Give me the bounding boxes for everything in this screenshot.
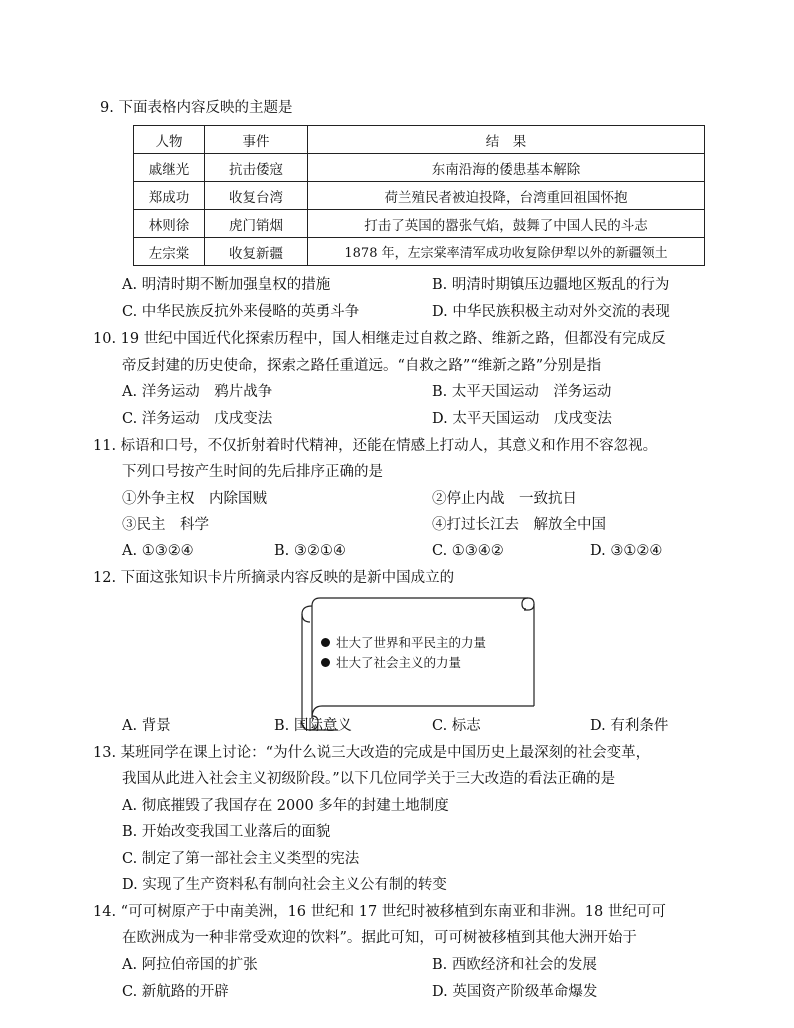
- table-cell: 荷兰殖民者被迫投降，台湾重回祖国怀抱: [308, 182, 705, 210]
- q12-option-c[interactable]: C. 标志: [432, 718, 481, 734]
- bullet-icon: [321, 658, 330, 667]
- q9-option-b[interactable]: B. 明清时期镇压边疆地区叛乱的行为: [432, 277, 670, 293]
- table-header-person: 人物: [134, 126, 205, 154]
- table-cell: 1878 年，左宗棠率清军成功收复除伊犁以外的新疆领土: [308, 238, 705, 266]
- q11-option-d[interactable]: D. ③①②④: [590, 543, 663, 559]
- table-cell: 打击了英国的嚣张气焰，鼓舞了中国人民的斗志: [308, 210, 705, 238]
- q12-option-a[interactable]: A. 背景: [122, 718, 171, 734]
- table-row: [134, 154, 705, 182]
- table-cell: 林则徐: [134, 210, 205, 238]
- table-cell: 抗击倭寇: [205, 154, 308, 182]
- q13-stem-line2: 我国从此进入社会主义初级阶段。”以下几位同学关于三大改造的看法正确的是: [122, 771, 616, 787]
- q14-stem-line1: 14. “可可树原产于中南美洲，16 世纪和 17 世纪时被移植到东南亚和非洲。18 世纪可可: [93, 904, 666, 920]
- q9-stem: 9. 下面表格内容反映的主题是: [100, 100, 293, 116]
- q10-option-d[interactable]: D. 太平天国运动 戊戌变法: [432, 411, 612, 427]
- q9-option-a[interactable]: A. 明清时期不断加强皇权的措施: [122, 277, 331, 293]
- q14-option-b[interactable]: B. 西欧经济和社会的发展: [432, 957, 597, 973]
- knowledge-card: [298, 594, 538, 734]
- card-line-1: [321, 634, 486, 652]
- q9-table: [133, 125, 705, 266]
- q11-item-1: ①外争主权 内除国贼: [122, 491, 267, 507]
- table-header-result: 结 果: [308, 126, 705, 154]
- card-line-2: [321, 654, 461, 672]
- table-row: [134, 182, 705, 210]
- q13-option-b[interactable]: B. 开始改变我国工业落后的面貌: [122, 824, 331, 840]
- table-cell: 收复台湾: [205, 182, 308, 210]
- q13-stem-line1: 13. 某班同学在课上讨论：“为什么说三大改造的完成是中国历史上最深刻的社会变革，: [93, 745, 651, 761]
- q11-option-a[interactable]: A. ①③②④: [122, 543, 194, 559]
- q9-option-c[interactable]: C. 中华民族反抗外来侵略的英勇斗争: [122, 304, 360, 320]
- q13-option-d[interactable]: D. 实现了生产资料私有制向社会主义公有制的转变: [122, 877, 447, 893]
- q11-item-3: ③民主 科学: [122, 517, 209, 533]
- q10-option-c[interactable]: C. 洋务运动 戊戌变法: [122, 411, 273, 427]
- q13-option-a[interactable]: A. 彻底摧毁了我国存在 2000 多年的封建土地制度: [122, 798, 449, 814]
- table-cell: 戚继光: [134, 154, 205, 182]
- bullet-icon: [321, 638, 330, 647]
- table-row: [134, 210, 705, 238]
- q12-stem: 12. 下面这张知识卡片所摘录内容反映的是新中国成立的: [93, 570, 455, 586]
- q10-option-a[interactable]: A. 洋务运动 鸦片战争: [122, 384, 273, 400]
- q11-item-2: ②停止内战 一致抗日: [432, 491, 577, 507]
- table-cell: 东南沿海的倭患基本解除: [308, 154, 705, 182]
- q14-stem-line2: 在欧洲成为一种非常受欢迎的饮料”。据此可知，可可树被移植到其他大洲开始于: [122, 930, 637, 946]
- q11-stem-line2: 下列口号按产生时间的先后排序正确的是: [122, 464, 383, 480]
- q10-stem-line2: 帝反封建的历史使命，探索之路任重道远。“自救之路”“维新之路”分别是指: [122, 358, 602, 374]
- table-cell: 郑成功: [134, 182, 205, 210]
- q11-item-4: ④打过长江去 解放全中国: [432, 517, 606, 533]
- q11-option-b[interactable]: B. ③②①④: [274, 543, 346, 559]
- q10-stem-line1: 10. 19 世纪中国近代化探索历程中，国人相继走过自救之路、维新之路，但都没有完成反: [93, 331, 666, 347]
- q9-option-d[interactable]: D. 中华民族积极主动对外交流的表现: [432, 304, 670, 320]
- table-header-row: [134, 126, 705, 154]
- q14-option-a[interactable]: A. 阿拉伯帝国的扩张: [122, 957, 258, 973]
- card-line-1-text: 壮大了世界和平民主的力量: [336, 635, 487, 650]
- q13-option-c[interactable]: C. 制定了第一部社会主义类型的宪法: [122, 851, 360, 867]
- q11-option-c[interactable]: C. ①③④②: [432, 543, 504, 559]
- q12-option-d[interactable]: D. 有利条件: [590, 718, 669, 734]
- q14-option-d[interactable]: D. 英国资产阶级革命爆发: [432, 984, 598, 1000]
- q10-option-b[interactable]: B. 太平天国运动 洋务运动: [432, 384, 612, 400]
- q12-option-b[interactable]: B. 国际意义: [274, 718, 352, 734]
- q14-option-c[interactable]: C. 新航路的开辟: [122, 984, 229, 1000]
- table-cell: 收复新疆: [205, 238, 308, 266]
- table-cell: 虎门销烟: [205, 210, 308, 238]
- table-cell: 左宗棠: [134, 238, 205, 266]
- card-line-2-text: 壮大了社会主义的力量: [336, 655, 462, 670]
- table-row: [134, 238, 705, 266]
- table-header-event: 事件: [205, 126, 308, 154]
- q11-stem-line1: 11. 标语和口号，不仅折射着时代精神，还能在情感上打动人，其意义和作用不容忽视。: [93, 438, 658, 454]
